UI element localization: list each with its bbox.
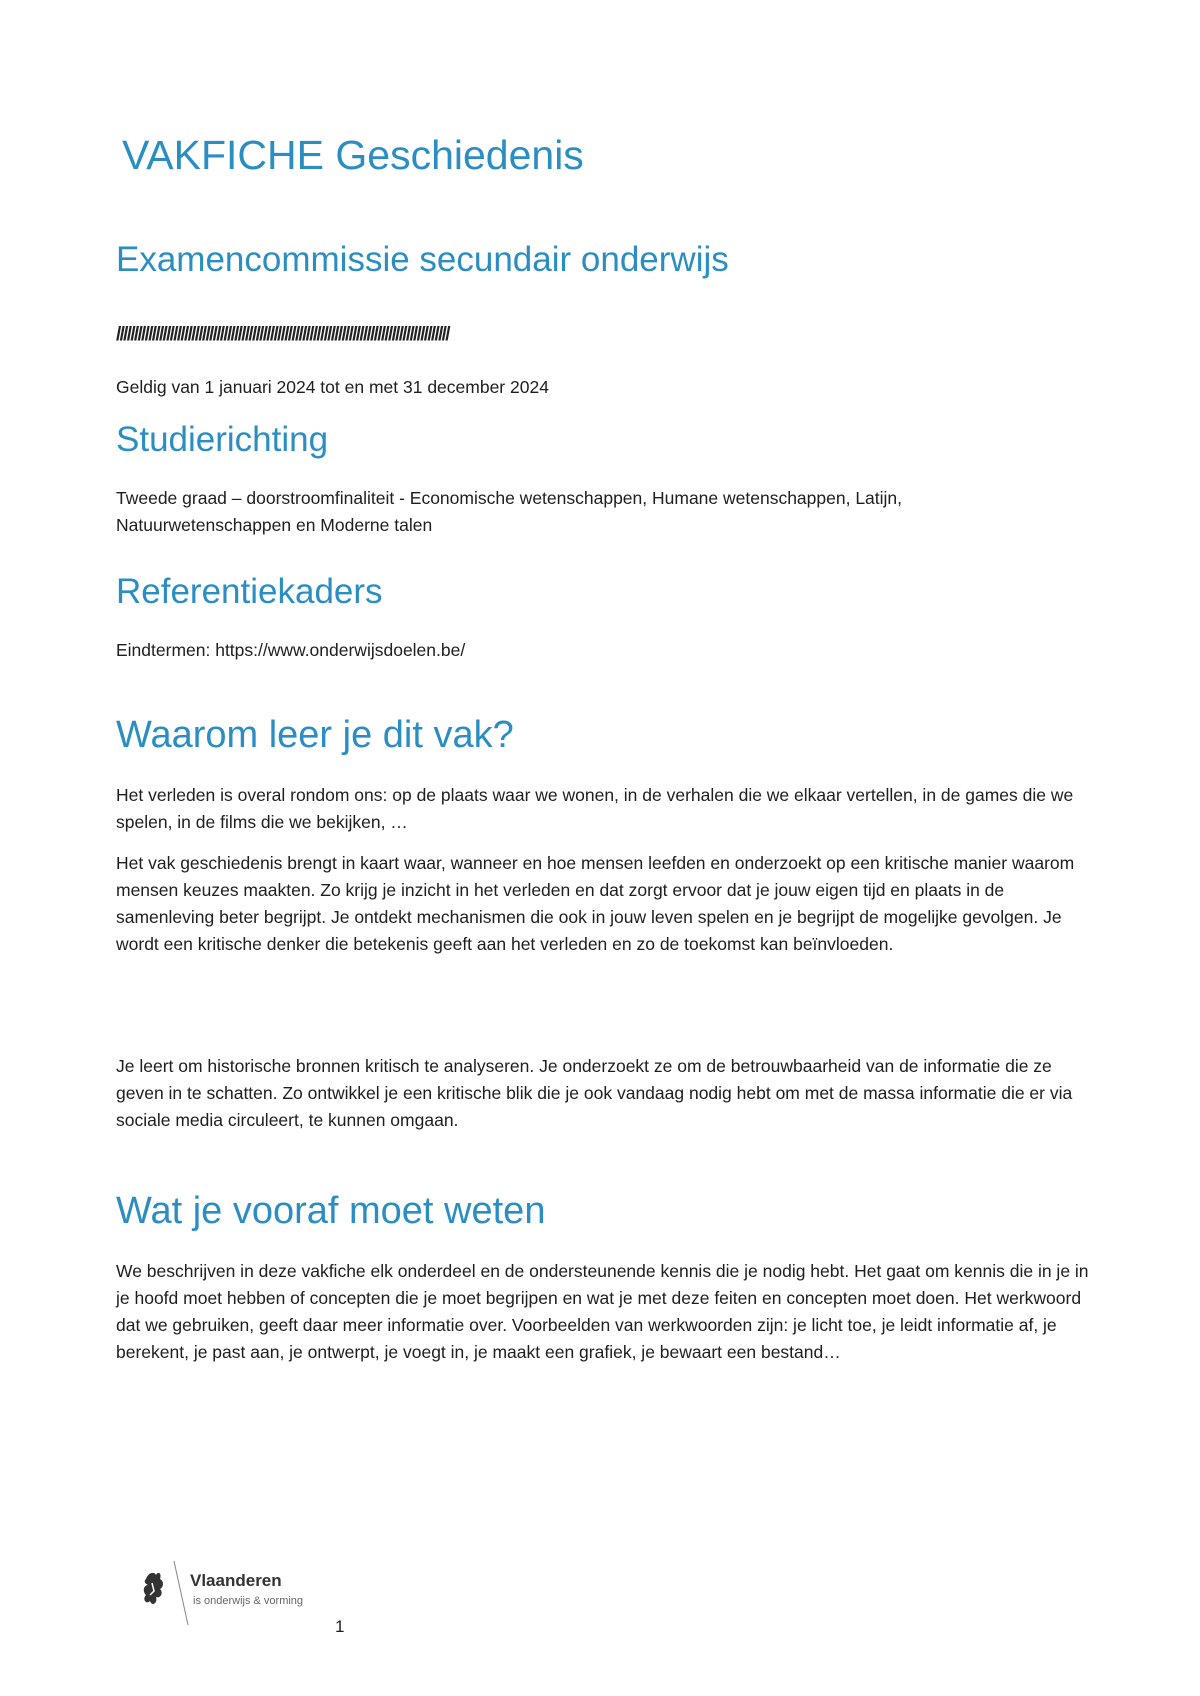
logo-tagline: is onderwijs & vorming <box>193 1595 304 1607</box>
page-number: 1 <box>335 1617 345 1636</box>
divider-line: ///////////////////////////////////////////////////////////////////////////////////////////// <box>116 324 449 345</box>
document-subtitle: Examencommissie secundair onderwijs <box>116 240 729 279</box>
document-title: VAKFICHE Geschiedenis <box>122 132 584 178</box>
section-heading-referentiekaders: Referentiekaders <box>116 572 383 611</box>
waarom-paragraph-2: Het vak geschiedenis brengt in kaart waar, wanneer en hoe mensen leefden en onderzoekt op een kritische manier waarom mensen keuzes maakten. Zo krijg je inzicht in het verleden en dat zorgt ervoor dat je jouw eigen tijd en plaats in de samenleving beter begrijpt. Je ontdekt mechanismen die ook in jouw leven spelen en je begrijpt de mogelijke gevolgen. Je wordt een kritische denker die betekenis geeft aan het verleden en zo de toekomst kan beïnvloeden. <box>116 853 1075 954</box>
section-heading-vooraf: Wat je vooraf moet weten <box>116 1190 546 1232</box>
studierichting-text: Tweede graad – doorstroomfinaliteit - Economische wetenschappen, Humane wetenschappen, Latijn, Natuurwetenschappen en Moderne talen <box>116 488 903 535</box>
logo-name: Vlaanderen <box>190 1571 282 1590</box>
section-heading-waarom: Waarom leer je dit vak? <box>116 714 514 756</box>
vooraf-paragraph-1: We beschrijven in deze vakfiche elk onderdeel en de ondersteunende kennis die je nodig hebt. Het gaat om kennis die in je in je hoofd moet hebben of concepten die je moet begrijpen en wat je met deze feiten en concepten moet doen. Het werkwoord dat we gebruiken, geeft daar meer informatie over. Voorbeelden van werkwoorden zijn: je licht toe, je leidt informatie af, je berekent, je past aan, je ontwerpt, je voegt in, je maakt een grafiek, je bewaart een bestand… <box>116 1261 1089 1362</box>
validity-period: Geldig van 1 januari 2024 tot en met 31 december 2024 <box>116 377 549 397</box>
flemish-lion-icon <box>138 1555 190 1627</box>
waarom-paragraph-1: Het verleden is overal rondom ons: op de plaats waar we wonen, in de verhalen die we elkaar vertellen, in de games die we spelen, in de films die we bekijken, … <box>116 785 1074 832</box>
vlaanderen-logo <box>138 1555 338 1627</box>
waarom-paragraph-3: Je leert om historische bronnen kritisch te analyseren. Je onderzoekt ze om de betrouwbaarheid van de informatie die ze geven in te schatten. Zo ontwikkel je een kritische blik die je ook vandaag nodig hebt om met de massa informatie die er via sociale media circuleert, te kunnen omgaan. <box>116 1056 1073 1130</box>
section-heading-studierichting: Studierichting <box>116 420 329 459</box>
referentiekaders-link[interactable]: Eindtermen: https://www.onderwijsdoelen.be/ <box>116 640 466 660</box>
